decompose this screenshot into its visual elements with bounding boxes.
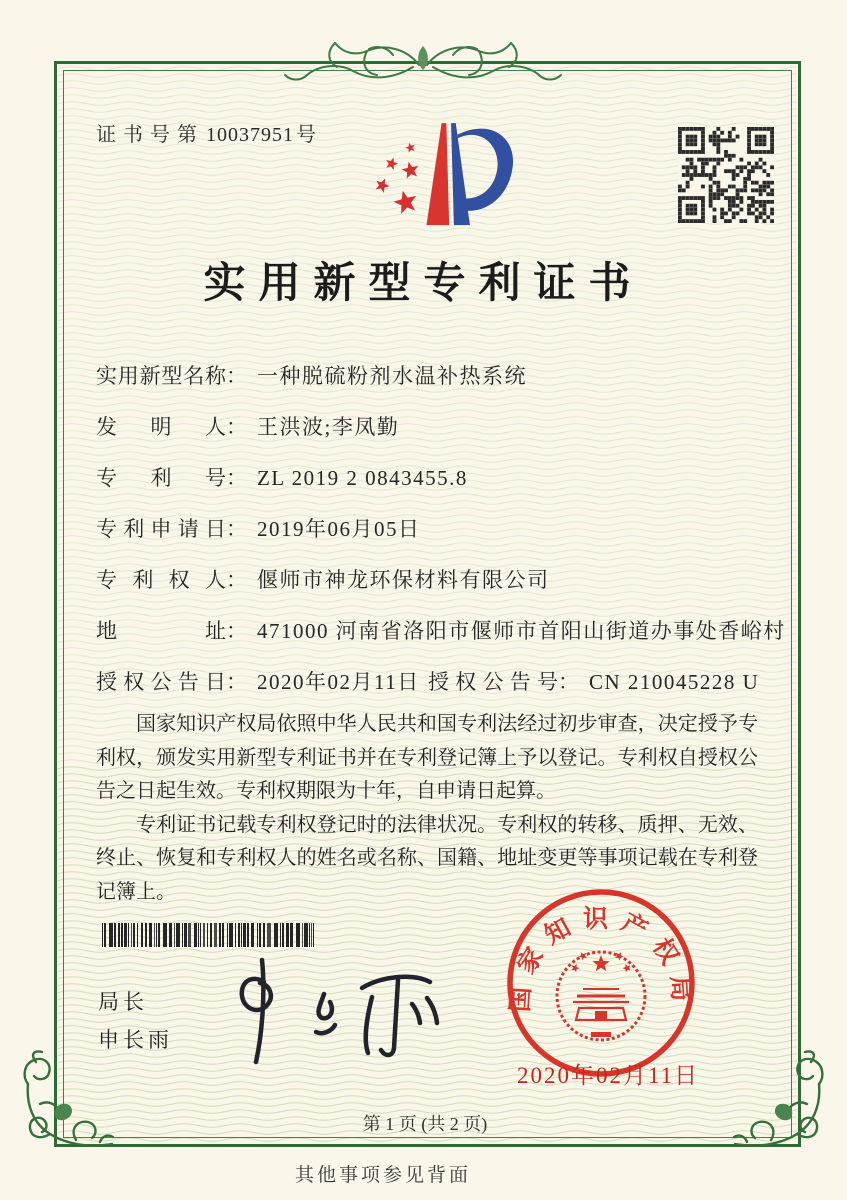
field-patentee: 专利权人： 偃师市神龙环保材料有限公司 [96,564,758,615]
legal-text [96,708,758,910]
seal-date: 2020年02月11日 [517,1063,700,1088]
director-name: 申长雨 [98,1028,173,1052]
cert-no-suffix: 号 [296,124,323,146]
field-utility-model-name: 实用新型名称： 一种脱硫粉剂水温补热系统 [96,360,758,411]
field-grant-date-and-number: 授权公告日： 2020年02月11日 授权公告号： CN 210045228 U [96,666,758,717]
field-label: 专利申请日 [96,517,226,541]
director-title: 局长 [98,990,148,1014]
field-value: 471000 河南省洛阳市偃师市首阳山街道办事处香峪村 [257,619,786,643]
certificate-number [96,118,323,147]
back-side-note: 其他事项参见背面 [294,1165,471,1186]
page-number: 第 1 页 (共 2 页) [362,1114,488,1134]
field-label: 专利权人 [96,568,226,592]
legal-paragraph-2: 专利证书记载专利权登记时的法律状况。专利权的转移、质押、无效、终止、恢复和专利权人的姓名或名称、国籍、地址变更等事项记载在专利登记簿上。 [96,813,758,903]
signature-ink-icon [212,952,452,1070]
field-value: 2019年06月05日 [257,517,421,541]
bottom-right-flourish [731,1048,831,1152]
field-label: 地址 [96,619,226,643]
cert-no-prefix: 证书号第 [96,124,204,146]
field-label: 授权公告号 [428,670,558,694]
bottom-left-flourish [16,1048,116,1152]
field-label: 专利号 [96,466,226,490]
legal-paragraph-1: 国家知识产权局依照中华人民共和国专利法经过初步审查，决定授予专利权，颁发实用新型专利证书并在专利登记簿上予以登记。专利权自授权公告之日起生效。专利权期限为十年，自申请日起算。 [96,713,758,803]
seal-ring-text: 国家知识产权局 [507,906,695,1013]
certificate-title: 实用新型专利证书 [203,261,644,307]
field-grant-number: 授权公告号： CN 210045228 U [428,666,759,696]
top-flourish-ornament [273,34,573,96]
field-list [96,360,786,717]
field-label: 实用新型名称 [96,364,226,388]
national-emblem-seal [503,884,699,1080]
field-address: 地址： 471000 河南省洛阳市偃师市首阳山街道办事处香峪村 [96,615,758,666]
field-value: 偃师市神龙环保材料有限公司 [257,568,550,592]
cert-no-digits: 10037951 [206,124,294,146]
field-label: 授权公告日 [96,670,226,694]
national-emblem-icon [557,952,645,1040]
field-value: 2020年02月11日 [257,670,420,694]
field-inventor: 发明人： 王洪波;李凤勤 [96,411,758,462]
field-filing-date: 专利申请日： 2019年06月05日 [96,513,758,564]
cnipa-logo-icon [350,106,520,248]
field-label: 发明人 [96,415,226,439]
field-patent-number: 专利号： ZL 2019 2 0843455.8 [96,462,758,513]
qr-code [678,127,774,223]
field-value: 一种脱硫粉剂水温补热系统 [257,364,527,388]
field-value: ZL 2019 2 0843455.8 [257,466,468,490]
field-value: CN 210045228 U [589,670,760,694]
field-value: 王洪波;李凤勤 [257,415,400,439]
barcode [100,923,318,947]
